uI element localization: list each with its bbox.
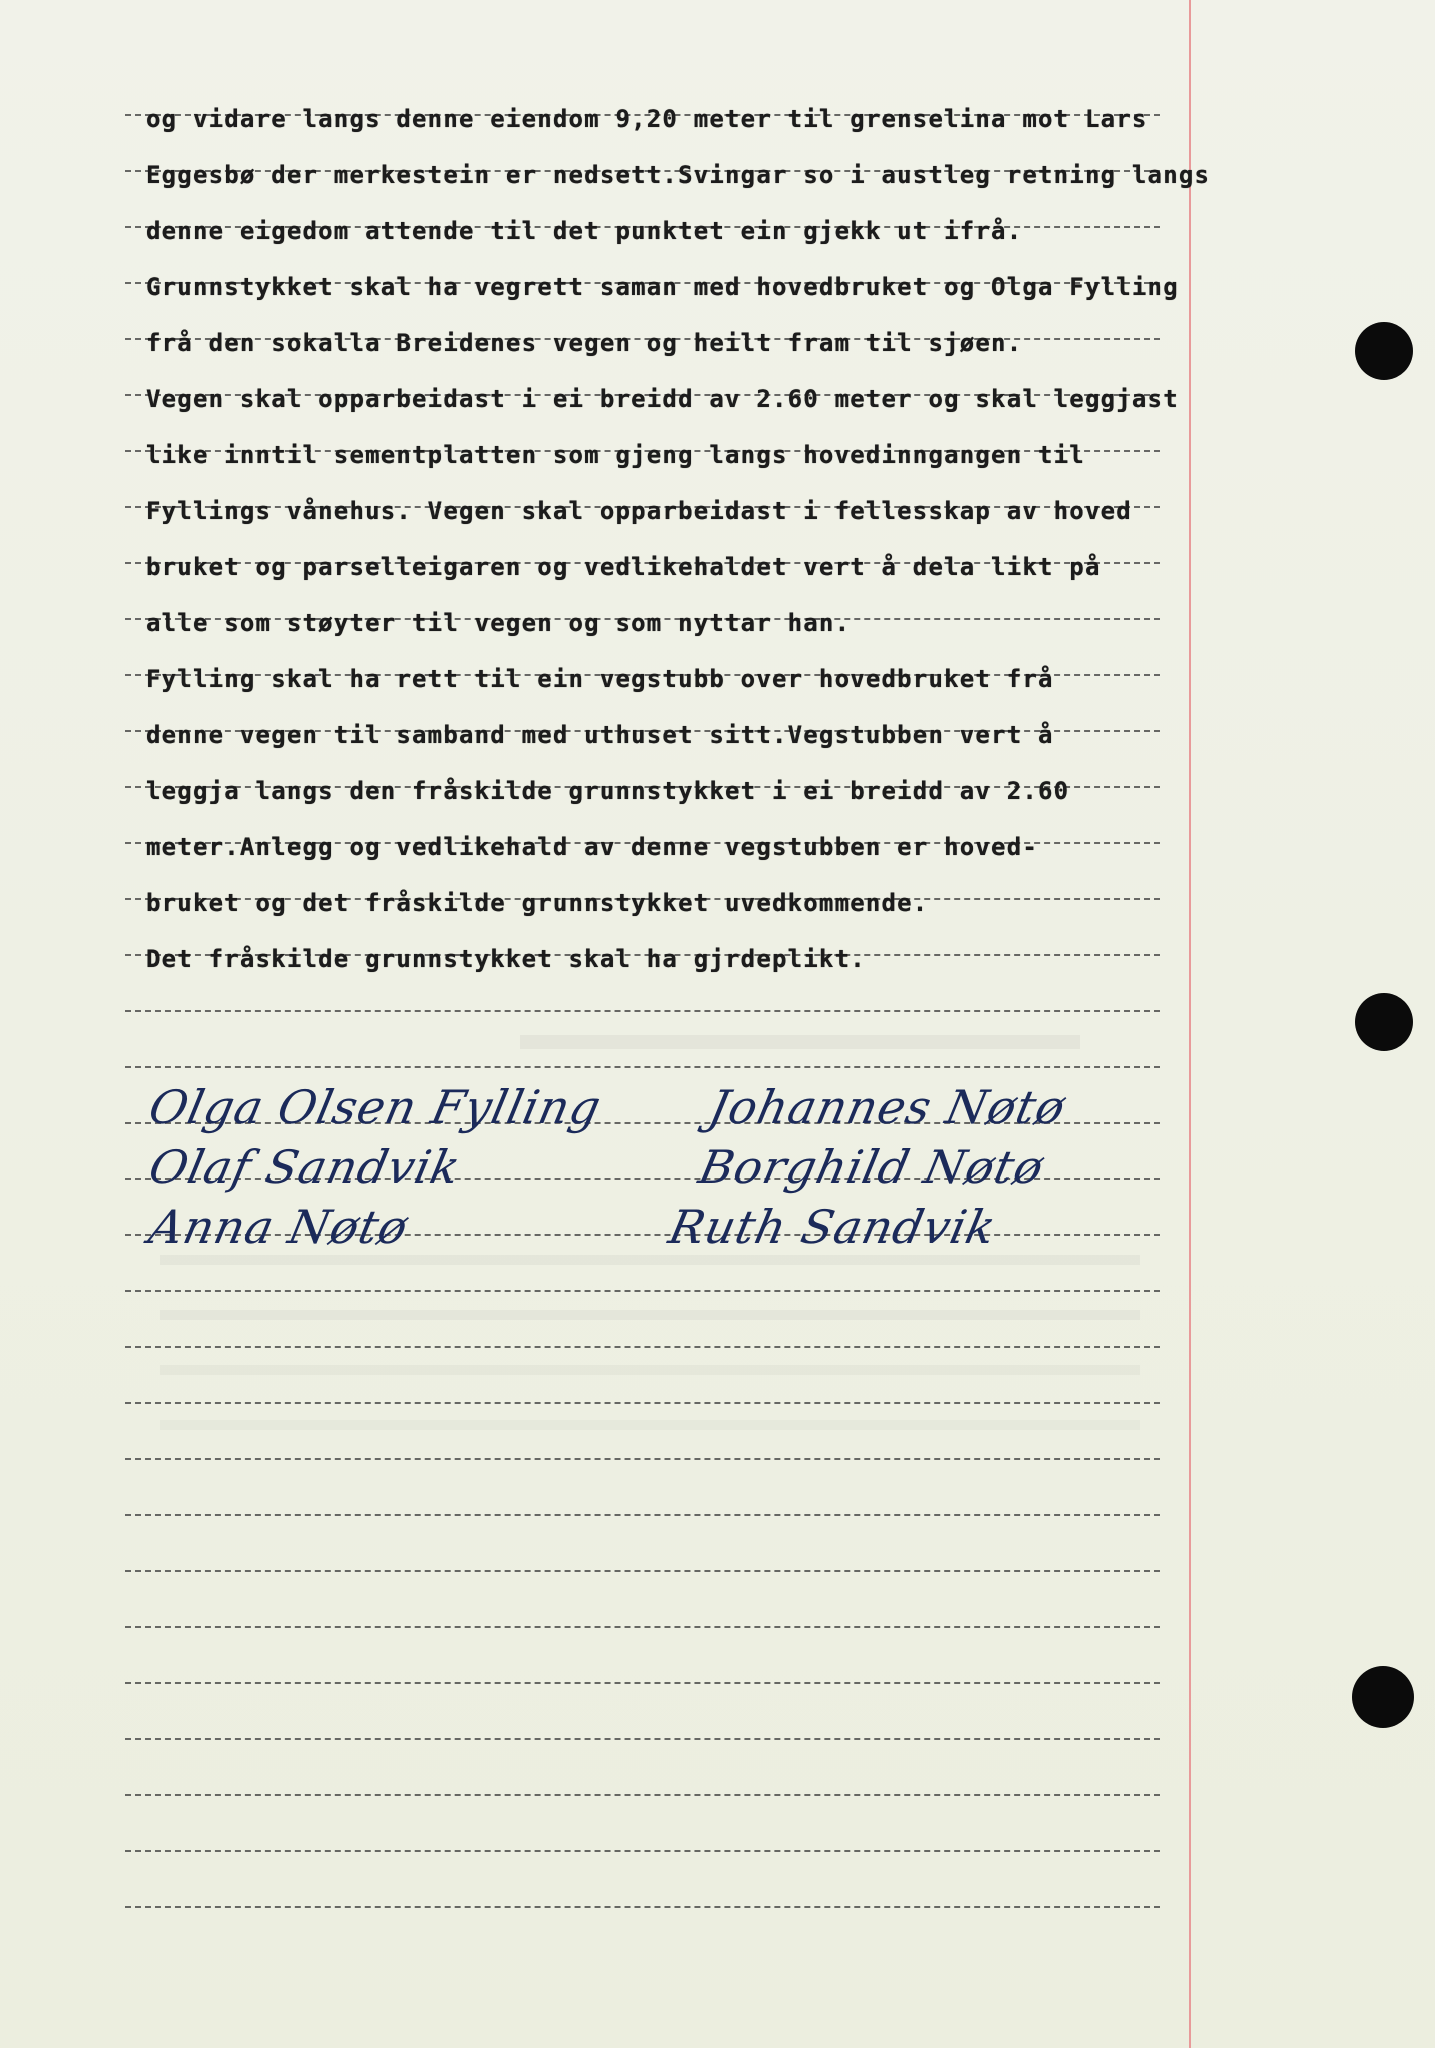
text-line: bruket og parselleigaren og vedlikehaldet vert å dela likt på: [146, 553, 1101, 581]
text-line: denne eigedom attende til det punktet ein gjekk ut ifrå.: [146, 217, 1023, 245]
signature: Anna Nøtø: [144, 1200, 414, 1254]
text-line: Fylling skal ha rett til ein vegstubb over hovedbruket frå: [146, 665, 1054, 693]
bleed-through-mark: [160, 1420, 1140, 1430]
ruled-line: [125, 1402, 1160, 1404]
ruled-line: [125, 1570, 1160, 1572]
punch-hole: [1352, 1666, 1414, 1728]
text-line: denne vegen til samband med uthuset sitt.Vegstubben vert å: [146, 721, 1054, 749]
text-line: Vegen skal opparbeidast i ei breidd av 2.60 meter og skal leggjast: [146, 385, 1179, 413]
signature: Borghild Nøtø: [694, 1140, 1049, 1194]
ruled-line: [125, 1010, 1160, 1012]
bleed-through-mark: [160, 1365, 1140, 1375]
text-line: like inntil sementplatten som gjeng langs hovedinngangen til: [146, 441, 1085, 469]
text-line: Eggesbø der merkestein er nedsett.Svingar so i austleg retning langs: [146, 161, 1211, 189]
bleed-through-mark: [520, 1035, 1080, 1049]
ruled-line: [125, 1906, 1160, 1908]
ruled-line: [125, 1626, 1160, 1628]
text-line: Fyllings vånehus. Vegen skal opparbeidast i fellesskap av hoved: [146, 497, 1132, 525]
ruled-line: [125, 1514, 1160, 1516]
signature: Ruth Sandvik: [664, 1200, 1002, 1254]
ruled-line: [125, 1850, 1160, 1852]
margin-line: [1189, 0, 1191, 2048]
text-line: frå den sokalla Breidenes vegen og heilt fram til sjøen.: [146, 329, 1023, 357]
ruled-line: [125, 1290, 1160, 1292]
text-line: bruket og det fråskilde grunnstykket uvedkommende.: [146, 889, 929, 917]
text-line: Det fråskilde grunnstykket skal ha gjrdeplikt.: [146, 945, 866, 973]
text-line: leggja langs den fråskilde grunnstykket i ei breidd av 2.60: [146, 777, 1070, 805]
text-line: Grunnstykket skal ha vegrett saman med hovedbruket og Olga Fylling: [146, 273, 1179, 301]
signature: Olaf Sandvik: [144, 1140, 466, 1194]
text-line: og vidare langs denne eiendom 9,20 meter til grenselina mot Lars: [146, 105, 1148, 133]
ruled-line: [125, 1066, 1160, 1068]
ruled-line: [125, 1738, 1160, 1740]
punch-hole: [1355, 993, 1413, 1051]
signature: Johannes Nøtø: [704, 1080, 1071, 1134]
text-line: alle som støyter til vegen og som nyttar han.: [146, 609, 851, 637]
ruled-line: [125, 1346, 1160, 1348]
ruled-line: [125, 1682, 1160, 1684]
ruled-line: [125, 1458, 1160, 1460]
ruled-line: [125, 1794, 1160, 1796]
signature: Olga Olsen Fylling: [144, 1080, 607, 1134]
bleed-through-mark: [160, 1310, 1140, 1320]
punch-hole: [1355, 322, 1413, 380]
signature-block: [144, 1080, 1150, 1270]
text-line: meter.Anlegg og vedlikehald av denne vegstubben er hoved-: [146, 833, 1039, 861]
